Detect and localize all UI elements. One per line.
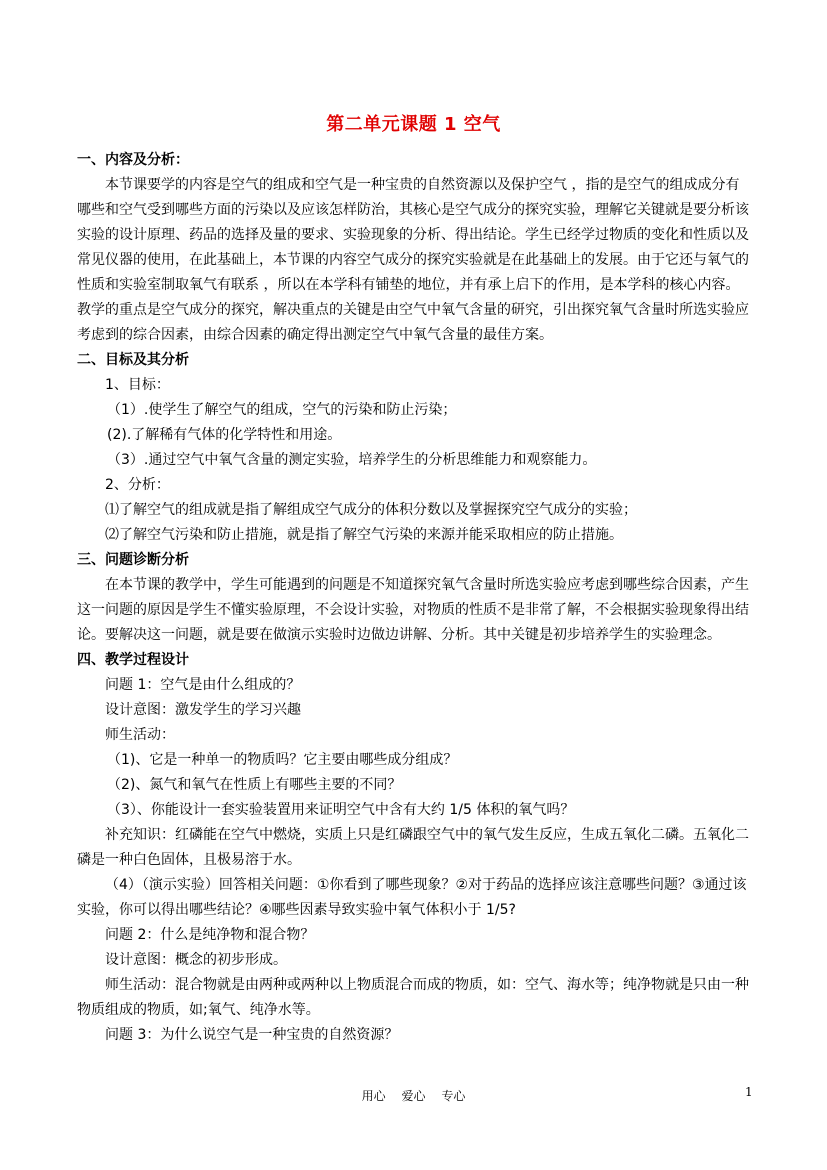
footer-text-2: 爱心 bbox=[401, 1089, 426, 1103]
footer-text-3: 专心 bbox=[441, 1089, 466, 1103]
activity-item-3: （3）、你能设计一套实验装置用来证明空气中含有大约 1/5 体积的氧气吗？ bbox=[107, 802, 575, 818]
goal-item-2: (2).了解稀有气体的化学特性和用途。 bbox=[107, 427, 342, 443]
section-3-paragraph: 在本节课的教学中，学生可能遇到的问题是不知道探究氧气含量时所选实验应考虑到哪些综合因素，产生这一问题的原因是学生不懂实验原理，不会设计实验，对物质的性质不是非常了解，不会根据实验现象得出结论。要解决这一问题，就是要在做演示实验时边做边讲解、分析。其中关键是初步培养学生的实验理念。 bbox=[77, 577, 749, 643]
document-body bbox=[77, 148, 753, 1048]
demo-experiment: （4）（演示实验）回答相关问题：①你看到了哪些现象？②对于药品的选择应该注意哪些问题？③通过该实验，你可以得出哪些结论？④哪些因素导致实验中氧气体积小于 1/5? bbox=[77, 877, 747, 918]
supplementary-knowledge: 补充知识：红磷能在空气中燃烧，实质上只是红磷跟空气中的氧气发生反应，生成五氧化二磷。五氧化二磷是一种白色固体，且极易溶于水。 bbox=[77, 827, 749, 868]
section-1-paragraph: 本节课要学的内容是空气的组成和空气是一种宝贵的自然资源以及保护空气 ，指的是空气的组成成分有哪些和空气受到哪些方面的污染以及应该怎样防治，其核心是空气成分的探究实验，理解它关键就是要分析该实验的设计原理、药品的选择及量的要求、实验现象的分析、得出结论。学生已经学过物质的变化和性质以及常见仪器的使用，在此基础上，本节课的内容空气成分的探究实验就是在此基础上的发展。由于它还与氧气的性质和实验室制取氧气有联系 ，所以在本学科有铺垫的地位，并有承上启下的作用，是本学科的核心内容。教学的重点是空气成分的探究，解决重点的关键是由空气中氧气含量的研究，引出探究氧气含量时所选实验应考虑到的综合因素，由综合因素的确定得出测定空气中氧气含量的最佳方案。 bbox=[77, 177, 749, 343]
page-number: 1 bbox=[745, 1085, 753, 1099]
page-footer bbox=[0, 1087, 827, 1104]
section-2-heading: 二、目标及其分析 bbox=[77, 352, 189, 368]
goal-item-1: （1）.使学生了解空气的组成，空气的污染和防止污染； bbox=[107, 402, 457, 418]
question-2: 问题 2：什么是纯净物和混合物？ bbox=[105, 927, 315, 943]
activity-label-1: 师生活动： bbox=[105, 727, 175, 743]
goal-item-3: （3）.通过空气中氧气含量的测定实验，培养学生的分析思维能力和观察能力。 bbox=[107, 452, 597, 468]
goal-label: 1、目标： bbox=[105, 377, 170, 393]
activity-item-1: （1)、它是一种单一的物质吗？它主要由哪些成分组成？ bbox=[107, 752, 458, 768]
design-intent-2: 设计意图：概念的初步形成。 bbox=[105, 952, 287, 968]
question-3: 问题 3：为什么说空气是一种宝贵的自然资源？ bbox=[105, 1027, 399, 1043]
footer-text-1: 用心 bbox=[361, 1089, 386, 1103]
section-3-heading: 三、问题诊断分析 bbox=[77, 552, 189, 568]
analysis-item-1: ⑴了解空气的组成就是指了解组成空气成分的体积分数以及掌握探究空气成分的实验； bbox=[105, 502, 637, 518]
activity-item-2: （2)、氮气和氧气在性质上有哪些主要的不同？ bbox=[107, 777, 402, 793]
design-intent-1: 设计意图：激发学生的学习兴趣 bbox=[105, 702, 301, 718]
analysis-label: 2、分析： bbox=[105, 477, 170, 493]
section-1-heading: 一、内容及分析： bbox=[77, 152, 189, 168]
document-title: 第二单元课题 1 空气 bbox=[326, 114, 501, 135]
analysis-item-2: ⑵了解空气污染和防止措施，就是指了解空气污染的来源并能采取相应的防止措施。 bbox=[105, 527, 623, 543]
section-4-heading: 四、教学过程设计 bbox=[77, 652, 189, 668]
question-1: 问题 1：空气是由什么组成的？ bbox=[105, 677, 301, 693]
activity-2: 师生活动：混合物就是由两种或两种以上物质混合而成的物质，如：空气、海水等；纯净物就是只由一种物质组成的物质，如;氧气、纯净水等。 bbox=[77, 977, 749, 1018]
